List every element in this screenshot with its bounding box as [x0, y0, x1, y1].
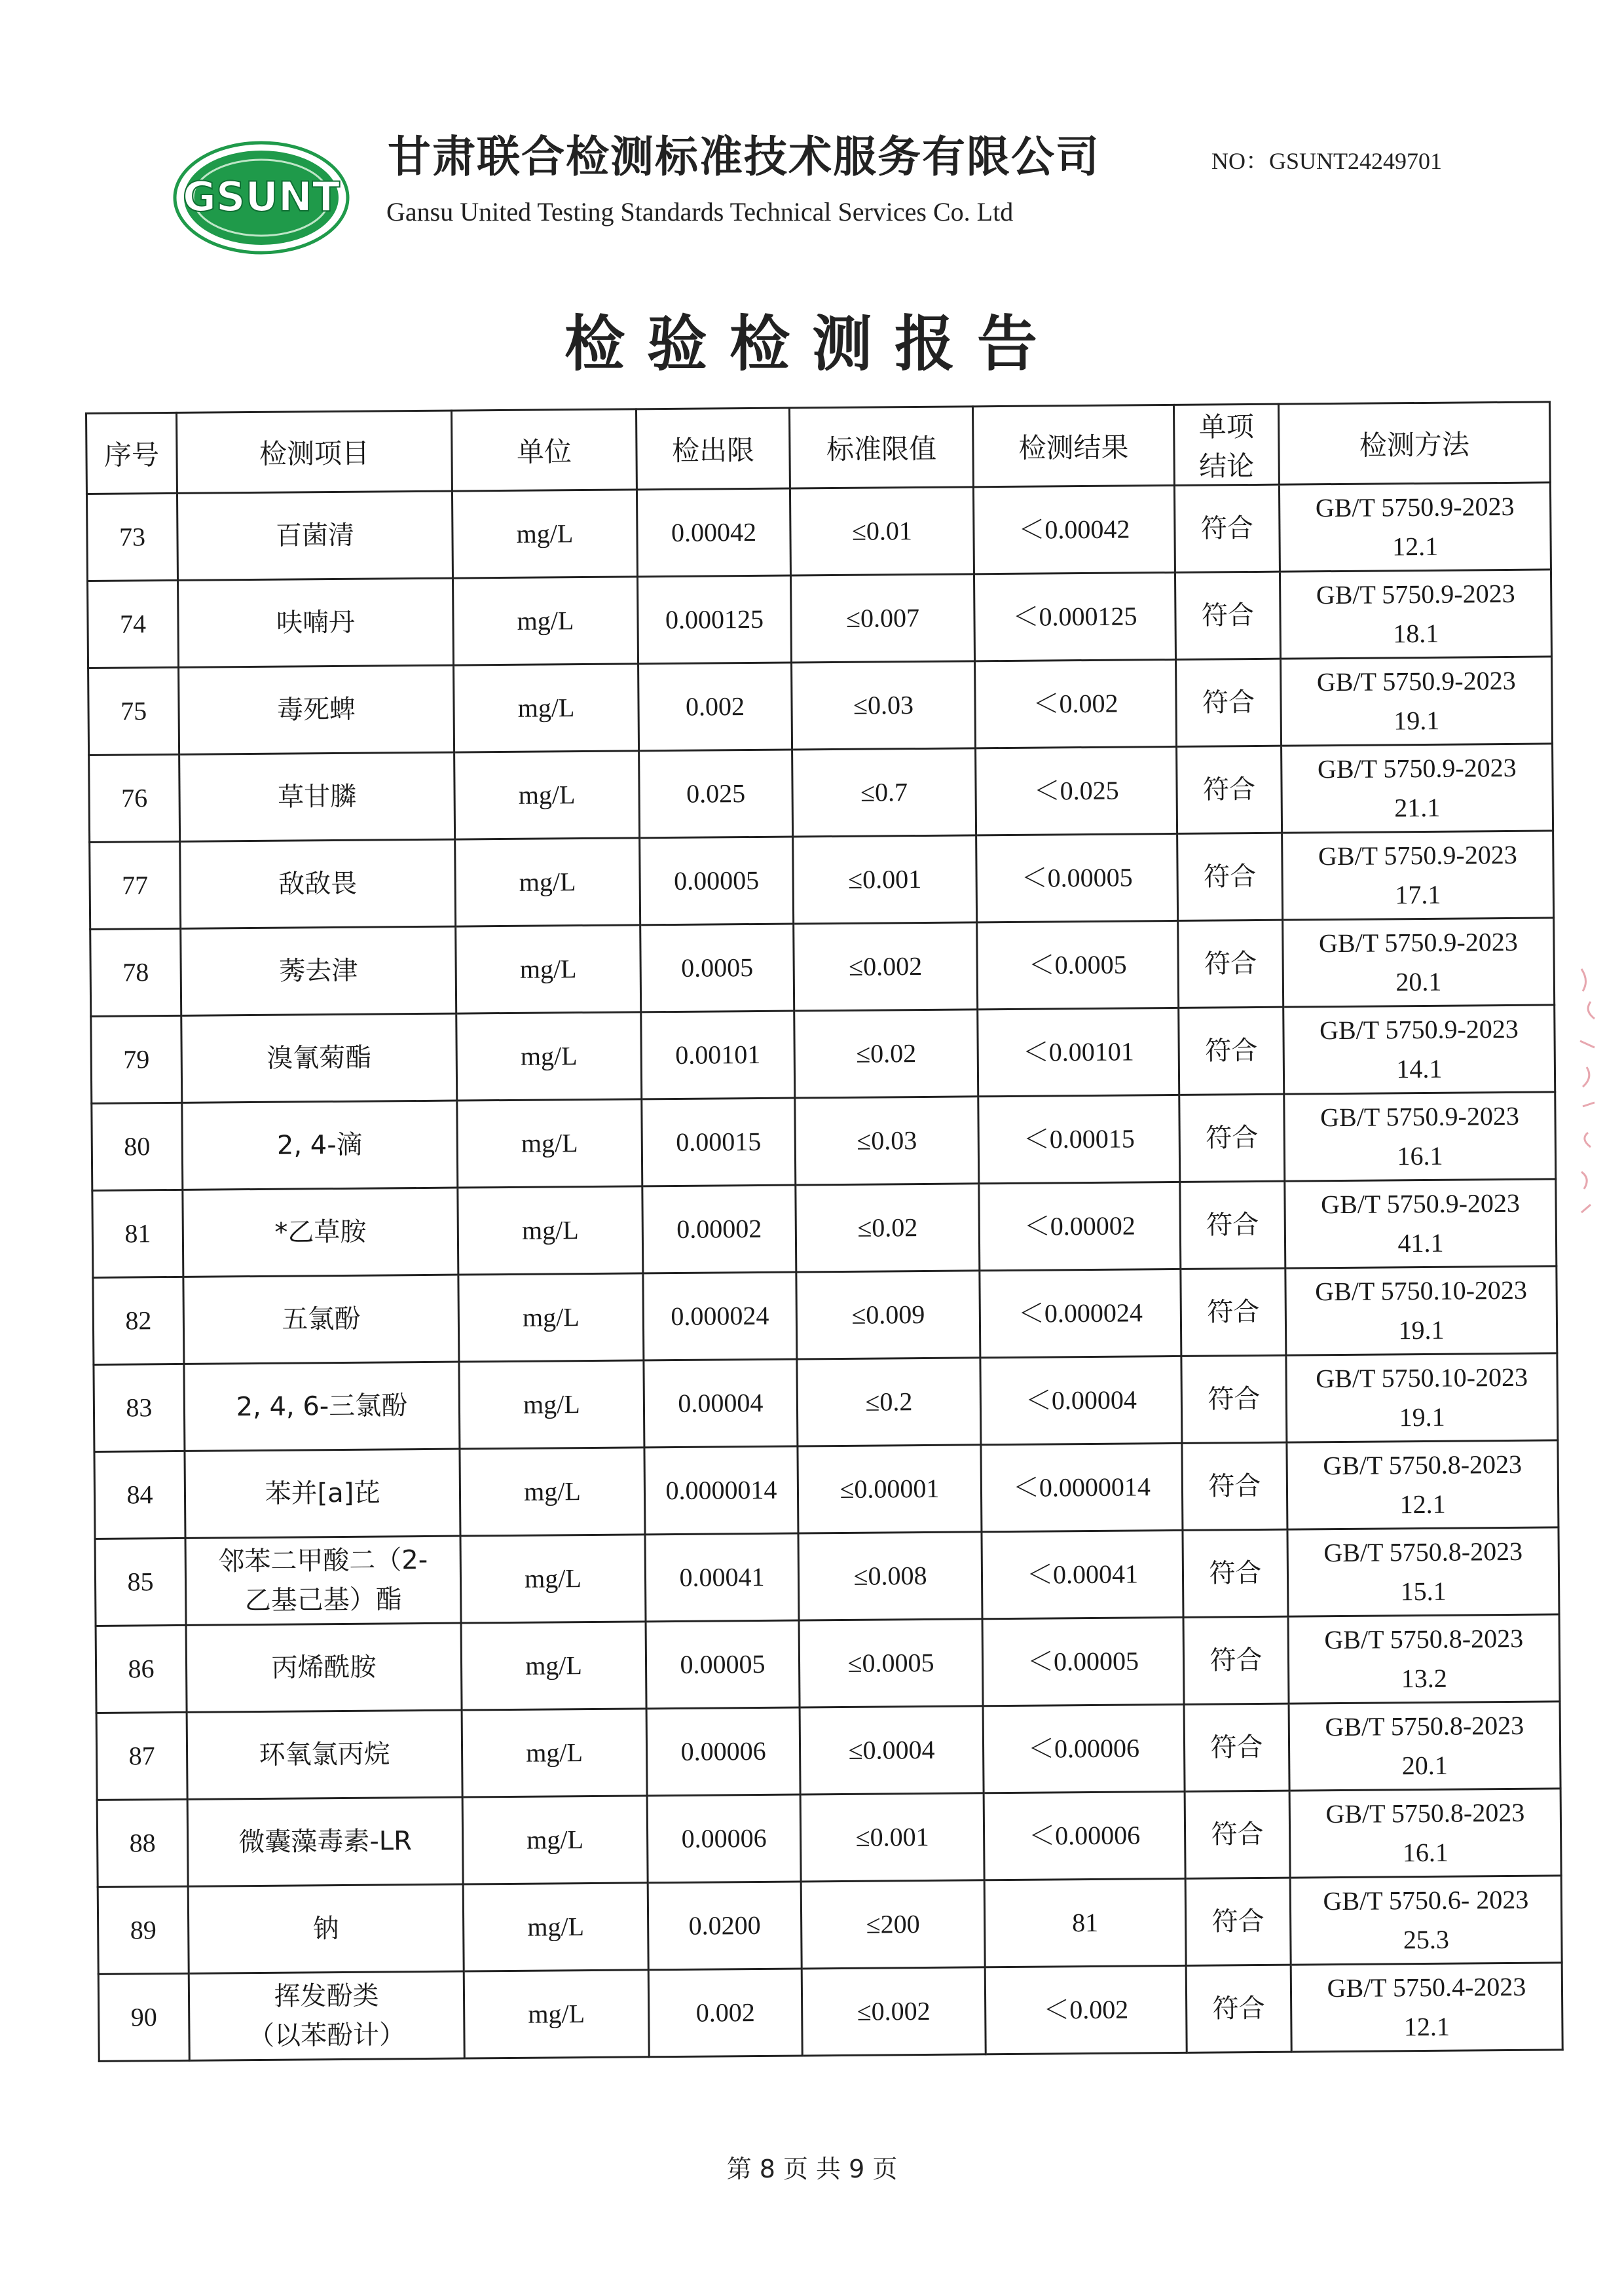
cell-lod: 0.00005 [640, 837, 794, 925]
cell-method-line1: GB/T 5750.8-2023 [1323, 1449, 1522, 1481]
header-item: 检测项目 [177, 410, 452, 493]
cell-item-line1: 溴氰菊酯 [267, 1042, 372, 1074]
cell-limit: ≤0.009 [796, 1271, 980, 1359]
cell-item-line1: 草甘膦 [277, 781, 357, 812]
cell-seq: 84 [94, 1451, 185, 1539]
cell-limit: ≤0.02 [796, 1184, 980, 1272]
cell-item-line1: 莠去津 [279, 955, 358, 987]
cell-method [1285, 1179, 1557, 1268]
cell-lod: 0.00015 [642, 1098, 796, 1186]
header-seq: 序号 [86, 412, 177, 494]
cell-item [182, 1101, 458, 1190]
table-row [88, 657, 1553, 756]
cell-limit: ≤0.00001 [798, 1445, 982, 1533]
cell-method-line2: 12.1 [1403, 2011, 1450, 2042]
cell-lod: 0.000125 [637, 575, 791, 664]
cell-lod: 0.0000014 [644, 1446, 798, 1535]
cell-method-line1: GB/T 5750.9-2023 [1320, 1101, 1520, 1133]
cell-result: ＜0.00042 [973, 485, 1175, 574]
cell-method-line1: GB/T 5750.9-2023 [1318, 839, 1517, 871]
cell-method-line2: 21.1 [1394, 792, 1441, 823]
cell-unit: mg/L [455, 838, 640, 926]
cell-method-line1: GB/T 5750.8-2023 [1323, 1536, 1523, 1568]
cell-limit: ≤0.01 [790, 487, 974, 575]
cell-seq: 83 [94, 1364, 185, 1451]
cell-lod: 0.00006 [646, 1707, 800, 1796]
cell-method-line1: GB/T 5750.8-2023 [1325, 1797, 1525, 1829]
cell-item [179, 665, 454, 754]
cell-item [179, 752, 455, 841]
table-row [89, 744, 1553, 843]
table-header-row [86, 402, 1551, 494]
cell-conclusion: 符合 [1177, 746, 1282, 833]
cell-method-line1: GB/T 5750.8-2023 [1324, 1623, 1524, 1655]
cell-conclusion: 符合 [1175, 572, 1280, 659]
cell-limit: ≤0.7 [792, 748, 976, 837]
cell-lod: 0.002 [648, 1969, 802, 2057]
cell-method [1283, 1005, 1555, 1094]
cell-result: ＜0.002 [985, 1965, 1187, 2054]
cell-unit: mg/L [458, 1273, 644, 1362]
cell-method-line1: GB/T 5750.9-2023 [1316, 578, 1515, 610]
table-row [91, 1005, 1555, 1104]
cell-limit: ≤0.0004 [800, 1706, 984, 1795]
cell-limit: ≤0.02 [794, 1010, 978, 1098]
cell-lod: 0.0200 [648, 1882, 802, 1970]
cell-unit: mg/L [462, 1796, 648, 1884]
cell-result: 81 [984, 1878, 1186, 1967]
report-title: 检验检测报告 [564, 309, 1060, 379]
cell-method [1281, 657, 1553, 746]
cell-seq: 81 [92, 1190, 183, 1277]
cell-result: ＜0.0005 [977, 920, 1179, 1009]
cell-seq: 87 [96, 1712, 187, 1800]
cell-result: ＜0.002 [975, 659, 1177, 748]
cell-item-line1: 挥发酚类 [274, 1980, 379, 2012]
table-row [96, 1702, 1560, 1800]
cell-item [187, 1797, 463, 1886]
cell-item [181, 926, 456, 1015]
cell-method-line2: 14.1 [1396, 1053, 1443, 1084]
cell-conclusion: 符合 [1184, 1704, 1289, 1791]
cell-limit: ≤0.002 [802, 1967, 986, 2056]
cell-item-line1: 邻苯二甲酸二（2- [218, 1544, 428, 1577]
cell-method [1279, 483, 1551, 572]
cell-item [188, 1884, 464, 1973]
cell-method-line1: GB/T 5750.10-2023 [1316, 1362, 1528, 1394]
cell-conclusion: 符合 [1183, 1616, 1289, 1704]
test-results-table [85, 401, 1564, 2062]
cell-lod: 0.00005 [646, 1620, 800, 1709]
cell-item [178, 578, 454, 667]
cell-method [1289, 1702, 1560, 1791]
cell-item [183, 1275, 459, 1364]
cell-item-line2: 乙基己基）酯 [244, 1584, 402, 1616]
cell-seq: 80 [92, 1102, 183, 1190]
cell-method-line1: GB/T 5750.6- 2023 [1323, 1884, 1529, 1916]
page-footer: 第 8 页 共 9 页 [726, 2155, 898, 2183]
cell-conclusion: 符合 [1181, 1355, 1287, 1443]
cell-method [1284, 1092, 1556, 1181]
cell-item-line1: 苯并[a]芘 [265, 1478, 380, 1509]
cell-conclusion: 符合 [1182, 1442, 1287, 1530]
cell-unit: mg/L [458, 1186, 643, 1275]
cell-result: ＜0.000024 [980, 1269, 1181, 1357]
cell-item-line2: （以苯酚计） [248, 2020, 406, 2052]
table-row [90, 918, 1555, 1017]
cell-item-line1: 丙烯酰胺 [271, 1652, 377, 1683]
cell-lod: 0.002 [638, 663, 792, 751]
header-conclusion-line2: 结论 [1198, 449, 1255, 483]
cell-conclusion: 符合 [1181, 1268, 1286, 1356]
table-row [97, 1789, 1561, 1887]
cell-item-line1: 2, 4, 6-三氯酚 [236, 1391, 408, 1423]
cell-method [1285, 1266, 1557, 1355]
cell-conclusion: 符合 [1185, 1791, 1290, 1878]
cell-seq: 73 [86, 493, 177, 581]
cell-method-line1: GB/T 5750.9-2023 [1316, 665, 1516, 697]
cell-item-line1: 敌敌畏 [278, 868, 358, 900]
table-row [95, 1527, 1559, 1626]
cell-lod: 0.00041 [645, 1533, 799, 1622]
cell-lod: 0.00042 [637, 488, 790, 577]
table-row [98, 1876, 1562, 1975]
cell-method-line1: GB/T 5750.9-2023 [1318, 926, 1518, 958]
seal-trace [1568, 962, 1608, 1237]
cell-conclusion: 符合 [1174, 484, 1280, 572]
cell-item [183, 1188, 458, 1277]
cell-unit: mg/L [460, 1535, 646, 1623]
cell-seq: 88 [97, 1799, 188, 1887]
header-limit: 标准限值 [789, 407, 973, 488]
cell-method [1289, 1789, 1561, 1878]
cell-unit: mg/L [463, 1883, 648, 1971]
cell-conclusion: 符合 [1185, 1878, 1291, 1965]
cell-item [189, 1971, 464, 2060]
cell-unit: mg/L [464, 1970, 649, 2058]
header-method: 检测方法 [1278, 402, 1550, 484]
cell-method [1287, 1527, 1559, 1616]
cell-method-line2: 17.1 [1395, 879, 1441, 910]
header-lod: 检出限 [636, 408, 790, 490]
cell-method [1286, 1353, 1558, 1442]
cell-result: ＜0.00101 [978, 1008, 1179, 1096]
company-name-cn: 甘肃联合检测标准技术服务有限公司 [388, 132, 1100, 182]
cell-result: ＜0.00041 [982, 1530, 1183, 1618]
cell-lod: 0.0005 [640, 924, 794, 1012]
company-name-en: Gansu United Testing Standards Technical Services Co. Ltd [386, 197, 1014, 227]
cell-seq: 85 [95, 1538, 186, 1626]
cell-seq: 86 [96, 1625, 187, 1713]
cell-unit: mg/L [461, 1622, 646, 1710]
cell-method [1280, 570, 1551, 659]
report-number: NO：GSUNT24249701 [1211, 148, 1443, 174]
cell-seq: 75 [88, 667, 179, 755]
header-conclusion [1173, 404, 1279, 485]
cell-method-line2: 19.1 [1393, 705, 1440, 736]
table-row [88, 570, 1552, 668]
table-row [98, 1963, 1562, 2062]
cell-seq: 82 [93, 1277, 184, 1364]
cell-method-line1: GB/T 5750.9-2023 [1319, 1013, 1519, 1046]
table-row [90, 831, 1554, 930]
cell-conclusion: 符合 [1183, 1529, 1288, 1617]
cell-item-line1: 五氯酚 [282, 1303, 361, 1335]
table-row [92, 1179, 1557, 1278]
cell-item-line1: 2, 4-滴 [276, 1129, 363, 1161]
cell-unit: mg/L [453, 577, 638, 665]
table-row [94, 1353, 1558, 1452]
cell-result: ＜0.025 [976, 746, 1177, 835]
cell-limit: ≤0.001 [793, 835, 977, 924]
cell-item-line1: 微囊藻毒素-LR [238, 1826, 413, 1858]
cell-item-line1: 环氧氯丙烷 [259, 1739, 390, 1770]
cell-result: ＜0.00006 [984, 1791, 1185, 1880]
cell-limit: ≤200 [801, 1880, 985, 1969]
cell-lod: 0.025 [639, 750, 793, 838]
cell-unit: mg/L [452, 490, 637, 578]
cell-limit: ≤0.008 [798, 1532, 982, 1620]
cell-method-line2: 19.1 [1399, 1402, 1445, 1432]
cell-unit: mg/L [456, 1012, 642, 1101]
cell-lod: 0.00101 [641, 1011, 795, 1099]
cell-method-line2: 20.1 [1401, 1750, 1448, 1781]
cell-seq: 79 [91, 1015, 182, 1103]
cell-method-line2: 16.1 [1397, 1140, 1443, 1171]
cell-item-line1: 钠 [312, 1914, 339, 1944]
cell-unit: mg/L [459, 1360, 644, 1449]
cell-conclusion: 符合 [1180, 1181, 1285, 1269]
cell-item-line1: 毒死蜱 [276, 694, 356, 725]
table-row [86, 483, 1551, 581]
cell-unit: mg/L [460, 1448, 645, 1536]
cell-method-line2: 41.1 [1397, 1228, 1444, 1258]
cell-method-line2: 20.1 [1395, 966, 1442, 997]
company-logo [172, 139, 351, 257]
cell-method-line2: 12.1 [1392, 531, 1439, 562]
cell-conclusion: 符合 [1177, 833, 1283, 920]
table-row [96, 1614, 1560, 1713]
cell-result: ＜0.0000014 [981, 1443, 1183, 1531]
cell-method-line2: 16.1 [1402, 1837, 1449, 1868]
cell-result: ＜0.00006 [983, 1704, 1185, 1793]
cell-method-line2: 18.1 [1393, 618, 1439, 649]
cell-conclusion: 符合 [1176, 659, 1282, 746]
cell-limit: ≤0.001 [800, 1793, 984, 1882]
cell-method-line2: 15.1 [1400, 1576, 1447, 1607]
cell-conclusion: 符合 [1178, 920, 1283, 1008]
cell-method [1287, 1440, 1559, 1529]
cell-conclusion: 符合 [1186, 1965, 1291, 2052]
cell-result: ＜0.00004 [980, 1356, 1182, 1444]
header-conclusion-line1: 单项 [1198, 410, 1254, 443]
cell-item [180, 839, 456, 928]
cell-method [1291, 1963, 1562, 2052]
cell-seq: 76 [89, 754, 180, 842]
cell-method-line2: 19.1 [1398, 1315, 1445, 1345]
cell-item [185, 1536, 461, 1625]
cell-limit: ≤0.03 [795, 1097, 979, 1185]
cell-method-line1: GB/T 5750.8-2023 [1325, 1710, 1524, 1742]
cell-method-line1: GB/T 5750.9-2023 [1317, 752, 1517, 784]
cell-item [187, 1710, 462, 1799]
cell-item [181, 1013, 457, 1102]
cell-method-line2: 13.2 [1401, 1663, 1447, 1694]
cell-unit: mg/L [454, 664, 639, 752]
cell-method [1288, 1614, 1560, 1704]
cell-item [185, 1449, 460, 1538]
cell-lod: 0.00004 [644, 1359, 798, 1448]
cell-method [1282, 831, 1554, 920]
cell-method [1283, 918, 1555, 1007]
cell-result: ＜0.00005 [976, 833, 1178, 922]
cell-unit: mg/L [456, 925, 641, 1013]
cell-limit: ≤0.2 [797, 1358, 981, 1446]
cell-result: ＜0.00015 [978, 1095, 1180, 1183]
table-row [93, 1266, 1557, 1365]
cell-item [186, 1623, 462, 1712]
cell-result: ＜0.000125 [974, 572, 1175, 661]
cell-method-line2: 25.3 [1403, 1924, 1450, 1955]
cell-seq: 74 [88, 580, 179, 668]
cell-method-line1: GB/T 5750.9-2023 [1321, 1188, 1521, 1220]
cell-unit: mg/L [454, 751, 640, 839]
cell-limit: ≤0.007 [790, 574, 974, 663]
cell-item-line1: 呋喃丹 [276, 607, 356, 638]
cell-limit: ≤0.002 [794, 922, 978, 1011]
cell-seq: 77 [90, 841, 181, 929]
cell-method [1290, 1876, 1562, 1965]
cell-limit: ≤0.03 [792, 661, 976, 750]
cell-item [184, 1362, 460, 1451]
cell-conclusion: 符合 [1179, 1094, 1285, 1182]
table-row [94, 1440, 1559, 1539]
cell-unit: mg/L [462, 1709, 647, 1797]
cell-seq: 90 [98, 1973, 189, 2061]
cell-lod: 0.00006 [647, 1795, 801, 1883]
cell-seq: 78 [90, 928, 181, 1016]
cell-seq: 89 [98, 1886, 189, 1974]
header-result: 检测结果 [972, 405, 1174, 486]
cell-unit: mg/L [457, 1099, 642, 1188]
cell-limit: ≤0.0005 [799, 1619, 983, 1707]
cell-method-line1: GB/T 5750.10-2023 [1315, 1275, 1528, 1307]
logo-text: GSUNT [182, 173, 341, 221]
cell-item-line1: 百菌清 [275, 520, 355, 551]
cell-result: ＜0.00005 [982, 1617, 1184, 1705]
cell-lod: 0.000024 [643, 1272, 797, 1360]
cell-method [1282, 744, 1553, 833]
cell-method-line1: GB/T 5750.9-2023 [1315, 491, 1515, 523]
cell-method-line1: GB/T 5750.4-2023 [1327, 1971, 1526, 2003]
cell-item [177, 491, 452, 580]
cell-result: ＜0.00002 [979, 1182, 1181, 1270]
header-unit: 单位 [451, 409, 637, 491]
cell-conclusion: 符合 [1179, 1007, 1284, 1095]
table-row [92, 1092, 1556, 1191]
cell-lod: 0.00002 [642, 1185, 796, 1273]
cell-item-line1: *乙草胺 [274, 1216, 367, 1248]
cell-method-line2: 12.1 [1399, 1489, 1446, 1520]
